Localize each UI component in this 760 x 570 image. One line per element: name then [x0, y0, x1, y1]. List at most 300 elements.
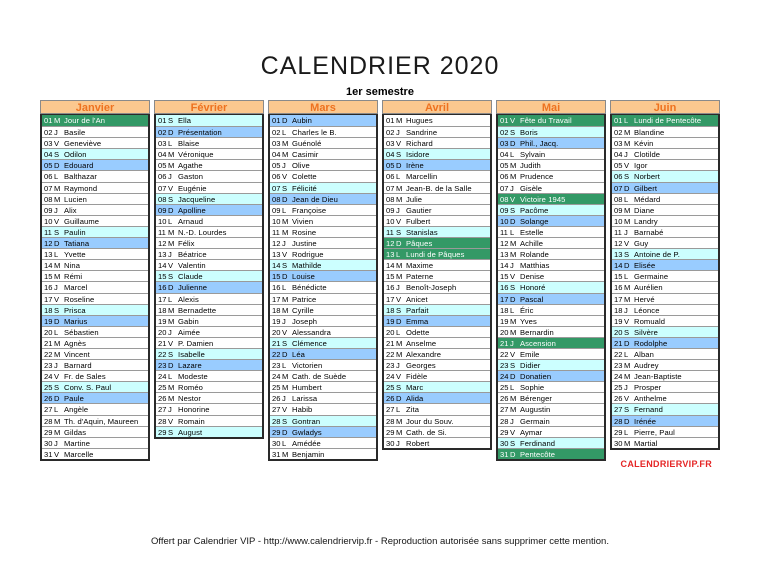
day-row — [612, 293, 718, 304]
day-number: 08 — [386, 194, 395, 204]
day-name: Fr. de Sales — [64, 372, 106, 382]
day-letter: J — [168, 327, 172, 337]
day-row — [156, 392, 262, 403]
day-row — [498, 315, 604, 326]
day-letter: L — [624, 272, 629, 282]
day-letter: M — [54, 272, 61, 282]
day-number: 17 — [386, 294, 395, 304]
day-letter: M — [624, 283, 631, 293]
day-row — [384, 159, 490, 170]
day-name: Aimée — [178, 327, 201, 337]
day-name: Gwladys — [292, 427, 322, 437]
day-name: Casimir — [292, 150, 319, 160]
month-column-février — [154, 100, 264, 461]
day-letter: S — [396, 305, 402, 315]
day-row — [270, 148, 376, 159]
day-number: 10 — [272, 216, 281, 226]
day-name: Agnès — [64, 338, 87, 348]
month-header: Mars — [268, 100, 378, 114]
day-number: 13 — [386, 250, 395, 260]
day-name: Paule — [64, 394, 84, 404]
day-number: 24 — [386, 372, 395, 382]
day-name: Didier — [520, 361, 541, 371]
day-number: 20 — [614, 327, 623, 337]
day-name: Paterne — [406, 272, 434, 282]
day-name: Prudence — [520, 172, 554, 182]
day-name: Marius — [64, 316, 88, 326]
day-letter: V — [168, 338, 174, 348]
day-letter: S — [510, 205, 516, 215]
day-number: 29 — [614, 427, 623, 437]
day-row — [42, 392, 148, 403]
day-row — [498, 115, 604, 126]
day-number: 07 — [500, 183, 509, 193]
day-number: 12 — [500, 239, 509, 249]
day-letter: L — [282, 438, 287, 448]
day-letter: M — [54, 261, 61, 271]
day-letter: L — [510, 227, 515, 237]
day-number: 17 — [272, 294, 281, 304]
day-row — [384, 215, 490, 226]
day-number: 06 — [44, 172, 53, 182]
day-name: Igor — [634, 161, 648, 171]
day-number: 27 — [158, 405, 167, 415]
day-name: Gautier — [406, 205, 432, 215]
day-letter: S — [624, 327, 630, 337]
day-number: 27 — [272, 405, 281, 415]
day-name: Cath. de Suède — [292, 372, 347, 382]
day-row — [498, 370, 604, 381]
day-letter: D — [168, 205, 174, 215]
day-number: 25 — [272, 383, 281, 393]
day-number: 22 — [500, 349, 509, 359]
day-name: Lundi de Pentecôte — [634, 116, 702, 125]
day-row — [384, 359, 490, 370]
day-name: Larissa — [292, 394, 318, 404]
day-name: Silvère — [634, 327, 658, 337]
day-name: Gildas — [64, 427, 87, 437]
day-name: Léa — [292, 349, 305, 359]
day-row — [42, 281, 148, 292]
day-name: Charles le B. — [292, 128, 337, 138]
day-number: 07 — [614, 183, 623, 193]
day-number: 26 — [614, 394, 623, 404]
day-row — [612, 259, 718, 270]
day-number: 08 — [44, 194, 53, 204]
day-name: Hervé — [634, 294, 655, 304]
day-name: Alexis — [178, 294, 199, 304]
day-row — [42, 137, 148, 148]
day-row — [270, 304, 376, 315]
day-name: Alessandra — [292, 327, 331, 337]
day-number: 03 — [386, 139, 395, 149]
day-letter: S — [54, 383, 60, 393]
day-letter: J — [54, 205, 58, 215]
day-row — [270, 415, 376, 426]
day-name: Odilon — [64, 150, 87, 160]
day-letter: D — [510, 372, 516, 382]
day-letter: M — [510, 327, 517, 337]
day-letter: J — [282, 394, 286, 404]
day-letter: S — [54, 150, 60, 160]
month-column-mars — [268, 100, 378, 461]
day-number: 07 — [44, 183, 53, 193]
day-number: 03 — [500, 139, 509, 149]
day-number: 16 — [272, 283, 281, 293]
day-name: Marc — [406, 383, 424, 393]
day-letter: D — [54, 239, 60, 249]
day-row — [270, 215, 376, 226]
day-number: 10 — [500, 216, 509, 226]
day-row — [270, 392, 376, 403]
month-days — [154, 114, 264, 439]
day-letter: M — [282, 383, 289, 393]
day-number: 08 — [614, 194, 623, 204]
day-row — [156, 126, 262, 137]
month-header: Février — [154, 100, 264, 114]
day-number: 09 — [272, 205, 281, 215]
day-letter: M — [510, 239, 517, 249]
day-name: Blandine — [634, 128, 665, 138]
day-letter: M — [54, 427, 61, 437]
day-number: 30 — [272, 438, 281, 448]
day-row — [156, 270, 262, 281]
day-number: 31 — [44, 449, 53, 459]
day-number: 07 — [272, 183, 281, 193]
day-name: Alban — [634, 349, 654, 359]
day-row — [42, 237, 148, 248]
day-number: 09 — [158, 205, 167, 215]
page-subtitle: 1er semestre — [346, 86, 414, 98]
day-row — [156, 403, 262, 414]
day-row — [498, 403, 604, 414]
day-name: Cyrille — [292, 305, 314, 315]
day-name: Clémence — [292, 338, 327, 348]
day-letter: S — [624, 172, 630, 182]
day-letter: D — [282, 194, 288, 204]
day-name: Conv. S. Paul — [64, 383, 112, 393]
day-row — [270, 137, 376, 148]
day-letter: M — [168, 150, 175, 160]
day-row — [156, 415, 262, 426]
day-row — [384, 170, 490, 181]
month-column-janvier — [40, 100, 150, 461]
day-name: Paulin — [64, 227, 86, 237]
day-letter: L — [510, 305, 515, 315]
day-letter: M — [168, 161, 175, 171]
day-name: Modeste — [178, 372, 208, 382]
day-letter: M — [54, 116, 61, 125]
day-number: 29 — [44, 427, 53, 437]
day-letter: M — [282, 216, 289, 226]
day-row — [42, 259, 148, 270]
day-letter: S — [168, 427, 174, 437]
day-name: Matthias — [520, 261, 550, 271]
day-letter: S — [624, 250, 630, 260]
month-header: Janvier — [40, 100, 150, 114]
day-row — [498, 182, 604, 193]
brand-text: CALENDRIERVIP.FR — [620, 459, 712, 469]
day-number: 02 — [500, 128, 509, 138]
day-letter: J — [624, 227, 628, 237]
day-number: 12 — [158, 239, 167, 249]
day-letter: V — [510, 349, 516, 359]
day-letter: M — [396, 349, 403, 359]
day-number: 06 — [158, 172, 167, 182]
day-number: 16 — [386, 283, 395, 293]
day-row — [498, 270, 604, 281]
day-row — [156, 315, 262, 326]
day-name: Patrice — [292, 294, 317, 304]
day-row — [42, 170, 148, 181]
day-row — [270, 437, 376, 448]
day-row — [270, 448, 376, 459]
day-number: 13 — [272, 250, 281, 260]
day-number: 13 — [158, 250, 167, 260]
day-number: 01 — [500, 116, 509, 125]
day-name: Fête du Travail — [520, 116, 572, 125]
day-number: 19 — [500, 316, 509, 326]
day-number: 20 — [500, 327, 509, 337]
day-letter: D — [396, 161, 402, 171]
day-row — [498, 326, 604, 337]
day-name: Françoise — [292, 205, 327, 215]
day-number: 23 — [44, 361, 53, 371]
day-name: Vincent — [64, 349, 90, 359]
day-row — [156, 326, 262, 337]
day-letter: M — [624, 216, 631, 226]
day-name: Claude — [178, 272, 203, 282]
day-number: 31 — [272, 449, 281, 459]
day-row — [42, 403, 148, 414]
month-column-mai — [496, 100, 606, 461]
day-row — [384, 193, 490, 204]
day-letter: S — [282, 183, 288, 193]
day-name: Félix — [178, 239, 195, 249]
day-letter: M — [54, 194, 61, 204]
day-number: 19 — [272, 316, 281, 326]
day-number: 10 — [158, 216, 167, 226]
day-number: 04 — [614, 150, 623, 160]
day-name: Martial — [634, 438, 658, 448]
day-number: 13 — [500, 250, 509, 260]
day-row — [270, 182, 376, 193]
day-letter: S — [510, 128, 516, 138]
day-number: 15 — [158, 272, 167, 282]
day-row — [612, 215, 718, 226]
day-row — [612, 148, 718, 159]
day-number: 11 — [386, 227, 394, 237]
day-number: 17 — [44, 294, 53, 304]
day-letter: M — [54, 349, 61, 359]
day-letter: M — [396, 116, 403, 125]
day-number: 27 — [614, 405, 623, 415]
day-number: 25 — [44, 383, 53, 393]
day-name: Parfait — [406, 305, 429, 315]
day-letter: M — [282, 150, 289, 160]
day-name: Alida — [406, 394, 424, 404]
day-number: 19 — [614, 316, 623, 326]
day-letter: S — [54, 227, 60, 237]
day-row — [384, 293, 490, 304]
day-number: 14 — [272, 261, 281, 271]
day-letter: V — [396, 139, 402, 149]
day-letter: M — [168, 227, 175, 237]
day-row — [156, 426, 262, 437]
day-row — [42, 226, 148, 237]
day-name: Germain — [520, 416, 550, 426]
day-row — [384, 326, 490, 337]
day-letter: L — [624, 194, 629, 204]
day-row — [270, 370, 376, 381]
day-name: Nestor — [178, 394, 201, 404]
day-row — [156, 370, 262, 381]
day-name: Habib — [292, 405, 313, 415]
day-number: 29 — [272, 427, 281, 437]
day-row — [384, 137, 490, 148]
day-number: 19 — [386, 316, 395, 326]
month-column-avril — [382, 100, 492, 461]
day-row — [498, 148, 604, 159]
day-name: Audrey — [634, 361, 659, 371]
day-number: 09 — [500, 205, 509, 215]
day-number: 04 — [500, 150, 509, 160]
day-name: Jacqueline — [178, 194, 216, 204]
day-name: Odette — [406, 327, 430, 337]
day-row — [498, 415, 604, 426]
day-row — [156, 170, 262, 181]
day-name: Gabin — [178, 316, 199, 326]
day-letter: M — [510, 172, 517, 182]
day-name: Judith — [520, 161, 541, 171]
day-number: 24 — [44, 372, 53, 382]
day-letter: D — [168, 283, 174, 293]
day-row — [612, 270, 718, 281]
day-name: Roméo — [178, 383, 203, 393]
day-letter: D — [282, 272, 288, 282]
day-row — [498, 137, 604, 148]
day-row — [612, 359, 718, 370]
day-letter: M — [282, 294, 289, 304]
day-letter: L — [282, 283, 287, 293]
day-row — [270, 159, 376, 170]
month-days — [496, 114, 606, 461]
day-number: 15 — [614, 272, 623, 282]
day-number: 16 — [44, 283, 53, 293]
day-row — [498, 204, 604, 215]
day-name: Estelle — [520, 227, 544, 237]
day-letter: D — [396, 394, 402, 404]
day-letter: V — [54, 139, 60, 149]
day-name: Jean-Baptiste — [634, 372, 682, 382]
day-name: Agathe — [178, 161, 203, 171]
day-name: Diane — [634, 205, 655, 215]
day-name: Tatiana — [64, 239, 90, 249]
day-row — [42, 415, 148, 426]
day-row — [42, 370, 148, 381]
day-name: Roseline — [64, 294, 95, 304]
day-name: Georges — [406, 361, 436, 371]
day-number: 02 — [614, 128, 623, 138]
day-letter: S — [168, 272, 174, 282]
day-number: 20 — [158, 327, 167, 337]
day-name: Denise — [520, 272, 545, 282]
day-letter: D — [624, 416, 630, 426]
day-row — [270, 170, 376, 181]
day-number: 29 — [158, 427, 167, 437]
day-number: 04 — [272, 150, 281, 160]
day-letter: M — [624, 294, 631, 304]
day-name: Basile — [64, 128, 86, 138]
day-number: 18 — [614, 305, 623, 315]
day-letter: M — [168, 383, 175, 393]
day-letter: M — [282, 227, 289, 237]
day-row — [612, 437, 718, 448]
day-number: 09 — [614, 205, 623, 215]
day-name: Jean-B. de la Salle — [406, 183, 472, 193]
day-row — [384, 226, 490, 237]
day-number: 01 — [44, 116, 53, 125]
day-row — [612, 237, 718, 248]
day-letter: M — [396, 194, 403, 204]
day-letter: V — [624, 394, 630, 404]
day-name: Alexandre — [406, 349, 442, 359]
day-name: Elisée — [634, 261, 656, 271]
day-name: Geneviève — [64, 139, 102, 149]
day-name: Lazare — [178, 361, 202, 371]
day-row — [384, 337, 490, 348]
day-row — [42, 337, 148, 348]
day-row — [498, 159, 604, 170]
day-letter: J — [624, 383, 628, 393]
day-name: Arnaud — [178, 216, 204, 226]
day-number: 25 — [614, 383, 623, 393]
day-number: 05 — [158, 161, 167, 171]
day-row — [384, 315, 490, 326]
day-row — [612, 281, 718, 292]
day-row — [498, 304, 604, 315]
day-letter: M — [510, 316, 517, 326]
day-row — [498, 392, 604, 403]
day-row — [612, 193, 718, 204]
day-number: 25 — [158, 383, 167, 393]
day-number: 30 — [500, 438, 509, 448]
day-number: 24 — [158, 372, 167, 382]
day-letter: M — [510, 161, 517, 171]
day-letter: D — [282, 427, 288, 437]
day-number: 11 — [158, 227, 166, 237]
day-letter: L — [168, 372, 173, 382]
day-number: 21 — [158, 338, 167, 348]
day-name: Pacôme — [520, 205, 549, 215]
day-name: Prosper — [634, 383, 662, 393]
day-number: 27 — [386, 405, 395, 415]
day-number: 23 — [386, 361, 395, 371]
page-title: CALENDRIER 2020 — [260, 52, 500, 80]
day-name: Clotilde — [634, 150, 661, 160]
day-number: 07 — [386, 183, 395, 193]
day-letter: J — [396, 128, 400, 138]
day-letter: V — [510, 116, 516, 125]
day-row — [384, 392, 490, 403]
day-row — [384, 115, 490, 126]
day-row — [156, 237, 262, 248]
day-letter: M — [168, 239, 175, 249]
day-row — [270, 204, 376, 215]
day-row — [612, 415, 718, 426]
day-number: 27 — [500, 405, 509, 415]
day-row — [498, 281, 604, 292]
